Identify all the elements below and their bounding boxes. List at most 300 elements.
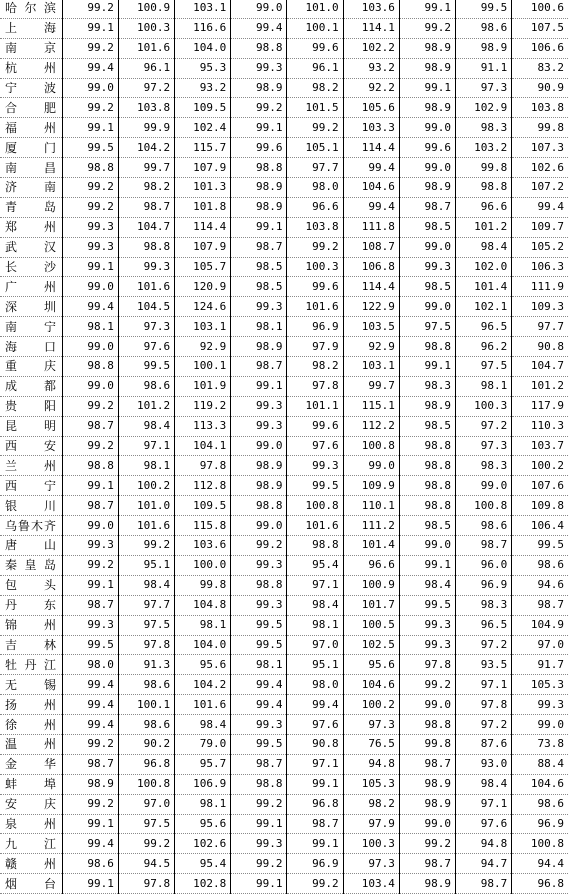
index-value-cell: 100.8: [512, 834, 568, 854]
city-name: [5, 0, 56, 17]
index-value-cell: 101.6: [118, 277, 174, 297]
city-name: [5, 497, 56, 515]
city-name-cell: [0, 595, 62, 615]
city-name-cell: [0, 575, 62, 595]
city-name-char: 安: [5, 797, 18, 812]
city-name-char: 泉: [5, 816, 18, 831]
index-value-cell: 96.2: [456, 337, 512, 357]
city-name-char: 吉: [5, 637, 18, 652]
index-value-cell: 109.8: [512, 496, 568, 516]
city-name-char: 州: [43, 618, 56, 633]
index-value-cell: 98.3: [399, 376, 455, 396]
index-value-cell: 110.3: [512, 416, 568, 436]
city-name: [5, 755, 56, 773]
index-value-cell: 101.6: [118, 516, 174, 536]
city-name: [5, 357, 56, 375]
city-name-char: 齐: [43, 518, 56, 533]
table-row: [0, 257, 568, 277]
index-value-cell: 90.8: [287, 734, 343, 754]
city-name-cell: [0, 774, 62, 794]
city-name: [5, 775, 56, 793]
index-value-cell: 99.8: [512, 118, 568, 138]
index-value-cell: 99.9: [118, 118, 174, 138]
city-name-char: 州: [43, 697, 56, 712]
city-name: [5, 517, 56, 535]
index-value-cell: 104.6: [343, 178, 399, 198]
index-value-cell: 97.5: [399, 317, 455, 337]
index-value-cell: 98.8: [456, 178, 512, 198]
city-name-char: 哈: [5, 1, 18, 16]
index-value-cell: 124.6: [175, 297, 231, 317]
city-name: [5, 656, 56, 674]
table-row: [0, 615, 568, 635]
index-value-cell: 98.9: [62, 774, 118, 794]
index-value-cell: 95.6: [343, 655, 399, 675]
index-value-cell: 93.5: [456, 655, 512, 675]
index-value-cell: 98.8: [231, 38, 287, 58]
index-value-cell: 98.9: [399, 98, 455, 118]
index-value-cell: 97.7: [118, 595, 174, 615]
index-value-cell: 99.1: [287, 834, 343, 854]
index-value-cell: 99.3: [231, 555, 287, 575]
index-value-cell: 95.6: [175, 655, 231, 675]
index-value-cell: 99.2: [399, 675, 455, 695]
index-value-cell: 98.4: [175, 715, 231, 735]
index-value-cell: 99.3: [62, 237, 118, 257]
index-value-cell: 98.8: [62, 357, 118, 377]
city-name-char: 长: [5, 260, 18, 275]
index-value-cell: 99.0: [343, 456, 399, 476]
city-name: [5, 119, 56, 137]
city-name-cell: [0, 655, 62, 675]
index-value-cell: 99.0: [512, 715, 568, 735]
index-value-cell: 98.7: [399, 754, 455, 774]
city-name-char: 上: [5, 21, 18, 36]
city-name: [5, 258, 56, 276]
index-value-cell: 99.2: [62, 38, 118, 58]
city-name-char: 京: [43, 41, 56, 56]
index-value-cell: 98.8: [231, 496, 287, 516]
index-value-cell: 98.1: [231, 317, 287, 337]
index-value-cell: 107.6: [512, 476, 568, 496]
city-name-char: 牡: [5, 657, 18, 672]
index-value-cell: 103.1: [343, 357, 399, 377]
index-value-cell: 99.1: [399, 555, 455, 575]
index-value-cell: 101.6: [118, 38, 174, 58]
index-value-cell: 99.6: [399, 138, 455, 158]
table-row: [0, 575, 568, 595]
city-name-char: 武: [5, 240, 18, 255]
city-name-char: 台: [43, 876, 56, 891]
index-value-cell: 99.1: [231, 217, 287, 237]
index-value-cell: 99.0: [62, 78, 118, 98]
index-value-cell: 97.6: [456, 814, 512, 834]
index-value-cell: 96.8: [287, 794, 343, 814]
city-name-char: 口: [43, 339, 56, 354]
index-value-cell: 95.1: [118, 555, 174, 575]
table-row: [0, 337, 568, 357]
index-value-cell: 92.2: [343, 78, 399, 98]
city-name-cell: [0, 18, 62, 38]
index-value-cell: 100.1: [175, 357, 231, 377]
city-name-cell: [0, 178, 62, 198]
index-value-cell: 98.4: [456, 774, 512, 794]
index-value-cell: 106.8: [343, 257, 399, 277]
index-value-cell: 101.5: [287, 98, 343, 118]
index-value-cell: 104.9: [512, 615, 568, 635]
city-name: [5, 39, 56, 57]
index-value-cell: 101.0: [287, 0, 343, 18]
index-value-cell: 97.8: [175, 456, 231, 476]
index-value-cell: 97.1: [456, 675, 512, 695]
index-value-cell: 99.4: [62, 695, 118, 715]
index-value-cell: 99.7: [343, 376, 399, 396]
city-name: [5, 178, 56, 196]
index-value-cell: 99.1: [231, 874, 287, 894]
index-value-cell: 98.9: [399, 874, 455, 894]
city-name-char: 烟: [5, 876, 18, 891]
table-row: [0, 197, 568, 217]
city-name-cell: [0, 536, 62, 556]
index-value-cell: 112.8: [175, 476, 231, 496]
table-row: [0, 516, 568, 536]
city-name-char: 海: [5, 339, 18, 354]
index-value-cell: 99.0: [456, 476, 512, 496]
index-value-cell: 97.8: [118, 874, 174, 894]
index-value-cell: 97.6: [118, 337, 174, 357]
index-value-cell: 99.3: [62, 536, 118, 556]
index-value-cell: 101.7: [343, 595, 399, 615]
index-value-cell: 105.7: [175, 257, 231, 277]
index-value-cell: 109.7: [512, 217, 568, 237]
index-value-cell: 101.4: [456, 277, 512, 297]
index-value-cell: 97.7: [287, 158, 343, 178]
city-name-char: 锡: [43, 677, 56, 692]
table-row: [0, 0, 568, 18]
city-name-char: 门: [43, 140, 56, 155]
city-name-char: 川: [43, 498, 56, 513]
index-value-cell: 98.9: [399, 58, 455, 78]
index-value-cell: 99.1: [62, 257, 118, 277]
index-value-cell: 99.0: [62, 277, 118, 297]
index-value-cell: 99.0: [399, 536, 455, 556]
index-value-cell: 103.1: [175, 317, 231, 337]
index-value-cell: 100.1: [118, 695, 174, 715]
index-value-cell: 98.7: [231, 357, 287, 377]
index-value-cell: 99.2: [399, 834, 455, 854]
index-value-cell: 97.8: [118, 635, 174, 655]
city-name: [5, 298, 56, 316]
city-name: [5, 875, 56, 893]
city-name: [5, 397, 56, 415]
city-name-cell: [0, 197, 62, 217]
city-name-char: 南: [5, 160, 18, 175]
city-name-char: 九: [5, 836, 18, 851]
table-row: [0, 555, 568, 575]
table-row: [0, 178, 568, 198]
index-value-cell: 98.2: [287, 357, 343, 377]
city-name: [5, 696, 56, 714]
index-value-cell: 99.0: [399, 237, 455, 257]
city-name-cell: [0, 615, 62, 635]
index-value-cell: 94.8: [343, 754, 399, 774]
city-name-char: 重: [5, 359, 18, 374]
index-value-cell: 99.3: [512, 695, 568, 715]
index-value-cell: 99.8: [399, 734, 455, 754]
city-name-cell: [0, 675, 62, 695]
city-name-cell: [0, 277, 62, 297]
city-name-char: 海: [43, 21, 56, 36]
city-name-char: 青: [5, 200, 18, 215]
index-value-cell: 100.2: [512, 456, 568, 476]
index-value-cell: 114.4: [343, 277, 399, 297]
index-value-cell: 97.3: [118, 317, 174, 337]
index-value-cell: 102.9: [456, 98, 512, 118]
city-name-char: 丹: [24, 657, 37, 672]
city-name: [5, 338, 56, 356]
index-value-cell: 97.1: [287, 575, 343, 595]
index-value-cell: 101.9: [175, 376, 231, 396]
table-row: [0, 38, 568, 58]
index-value-cell: 96.5: [456, 615, 512, 635]
index-value-cell: 100.9: [343, 575, 399, 595]
index-value-cell: 98.6: [118, 675, 174, 695]
index-value-cell: 105.3: [343, 774, 399, 794]
city-name-cell: [0, 734, 62, 754]
city-name-char: 州: [43, 816, 56, 831]
index-value-cell: 98.7: [231, 754, 287, 774]
index-value-cell: 97.0: [287, 635, 343, 655]
index-value-cell: 100.2: [343, 695, 399, 715]
index-value-cell: 91.1: [456, 58, 512, 78]
index-value-cell: 94.8: [456, 834, 512, 854]
city-name-cell: [0, 58, 62, 78]
index-value-cell: 99.0: [399, 118, 455, 138]
city-name: [5, 536, 56, 554]
index-value-cell: 98.7: [62, 754, 118, 774]
index-value-cell: 98.1: [175, 615, 231, 635]
index-value-cell: 107.9: [175, 158, 231, 178]
index-value-cell: 101.2: [118, 396, 174, 416]
table-row: [0, 695, 568, 715]
city-name: [5, 377, 56, 395]
index-value-cell: 103.8: [118, 98, 174, 118]
index-value-cell: 109.5: [175, 496, 231, 516]
city-name-char: 宁: [43, 319, 56, 334]
index-value-cell: 83.2: [512, 58, 568, 78]
index-value-cell: 98.6: [118, 376, 174, 396]
index-value-cell: 97.3: [456, 78, 512, 98]
city-name: [5, 278, 56, 296]
index-value-cell: 101.0: [118, 496, 174, 516]
city-name-cell: [0, 416, 62, 436]
index-value-cell: 99.1: [62, 575, 118, 595]
index-value-cell: 98.9: [399, 178, 455, 198]
index-value-cell: 99.1: [231, 118, 287, 138]
index-value-cell: 104.2: [118, 138, 174, 158]
index-value-cell: 96.9: [512, 814, 568, 834]
city-name-char: 安: [43, 439, 56, 454]
index-value-cell: 98.7: [399, 197, 455, 217]
index-value-cell: 98.2: [287, 78, 343, 98]
index-value-cell: 96.9: [456, 575, 512, 595]
index-value-cell: 99.3: [118, 257, 174, 277]
index-value-cell: 98.9: [231, 456, 287, 476]
index-value-cell: 98.9: [231, 197, 287, 217]
index-value-cell: 100.6: [512, 0, 568, 18]
city-name-char: 福: [5, 120, 18, 135]
table-row: [0, 655, 568, 675]
index-value-cell: 99.3: [231, 595, 287, 615]
index-value-cell: 98.8: [399, 715, 455, 735]
city-name-char: 昆: [5, 419, 18, 434]
index-value-cell: 96.8: [118, 754, 174, 774]
index-value-cell: 99.2: [62, 98, 118, 118]
table-row: [0, 854, 568, 874]
index-value-cell: 99.2: [399, 18, 455, 38]
index-value-cell: 99.5: [62, 138, 118, 158]
index-value-cell: 102.2: [343, 38, 399, 58]
city-name-char: 合: [5, 100, 18, 115]
index-value-cell: 104.6: [512, 774, 568, 794]
city-name-char: 庆: [43, 797, 56, 812]
index-value-cell: 99.2: [62, 396, 118, 416]
city-name-cell: [0, 317, 62, 337]
index-value-cell: 98.9: [399, 38, 455, 58]
index-value-cell: 99.2: [62, 197, 118, 217]
city-name-char: 山: [43, 538, 56, 553]
index-value-cell: 99.1: [62, 814, 118, 834]
index-value-cell: 98.7: [456, 536, 512, 556]
index-value-cell: 92.9: [175, 337, 231, 357]
index-value-cell: 117.9: [512, 396, 568, 416]
index-value-cell: 97.7: [512, 317, 568, 337]
city-name-cell: [0, 555, 62, 575]
index-value-cell: 97.0: [118, 794, 174, 814]
index-value-cell: 98.8: [399, 496, 455, 516]
city-name-cell: [0, 456, 62, 476]
index-value-cell: 96.0: [456, 555, 512, 575]
index-value-cell: 98.1: [175, 794, 231, 814]
index-value-cell: 97.3: [343, 715, 399, 735]
index-value-cell: 98.0: [287, 675, 343, 695]
index-value-cell: 97.5: [118, 814, 174, 834]
index-value-cell: 98.8: [62, 158, 118, 178]
index-value-cell: 98.9: [231, 337, 287, 357]
index-value-cell: 98.4: [399, 575, 455, 595]
table-row: [0, 536, 568, 556]
index-value-cell: 99.4: [231, 695, 287, 715]
index-value-cell: 99.5: [62, 635, 118, 655]
index-value-cell: 91.7: [512, 655, 568, 675]
index-value-cell: 99.0: [399, 158, 455, 178]
index-value-cell: 99.5: [118, 357, 174, 377]
city-name-char: 州: [43, 856, 56, 871]
index-value-cell: 98.7: [118, 197, 174, 217]
index-value-cell: 98.5: [399, 277, 455, 297]
city-name-cell: [0, 516, 62, 536]
index-value-cell: 97.8: [287, 376, 343, 396]
index-value-cell: 98.8: [62, 456, 118, 476]
index-value-cell: 101.6: [287, 516, 343, 536]
index-value-cell: 101.1: [287, 396, 343, 416]
city-name-char: 皇: [24, 558, 37, 573]
index-value-cell: 95.4: [287, 555, 343, 575]
index-value-cell: 99.2: [231, 854, 287, 874]
index-value-cell: 98.1: [456, 376, 512, 396]
city-name-char: 徐: [5, 717, 18, 732]
city-name-char: 宁: [43, 478, 56, 493]
city-name-char: 西: [5, 439, 18, 454]
index-value-cell: 98.8: [231, 774, 287, 794]
index-value-cell: 97.1: [118, 436, 174, 456]
index-value-cell: 99.5: [399, 595, 455, 615]
index-value-cell: 98.1: [62, 317, 118, 337]
index-value-cell: 98.7: [231, 237, 287, 257]
index-value-cell: 104.7: [512, 357, 568, 377]
table-row: [0, 277, 568, 297]
city-name-char: 济: [5, 180, 18, 195]
city-name-char: 乌: [5, 518, 18, 533]
index-value-cell: 101.2: [456, 217, 512, 237]
table-row: [0, 715, 568, 735]
city-name: [5, 835, 56, 853]
city-name-char: 成: [5, 379, 18, 394]
city-name-char: 林: [43, 637, 56, 652]
index-value-cell: 99.0: [399, 695, 455, 715]
city-name: [5, 636, 56, 654]
table-row: [0, 18, 568, 38]
index-value-cell: 99.3: [231, 58, 287, 78]
index-value-cell: 99.1: [399, 357, 455, 377]
city-name-cell: [0, 794, 62, 814]
table-row: [0, 635, 568, 655]
index-value-cell: 122.9: [343, 297, 399, 317]
index-value-cell: 98.5: [231, 277, 287, 297]
index-value-cell: 109.5: [175, 98, 231, 118]
table-row: [0, 376, 568, 396]
city-name-cell: [0, 695, 62, 715]
city-name: [5, 795, 56, 813]
index-value-cell: 99.1: [62, 118, 118, 138]
index-value-cell: 98.0: [62, 655, 118, 675]
city-name-cell: [0, 476, 62, 496]
index-value-cell: 105.1: [287, 138, 343, 158]
city-name-char: 南: [5, 319, 18, 334]
city-name-char: 庆: [43, 359, 56, 374]
index-value-cell: 98.6: [456, 18, 512, 38]
index-value-cell: 101.2: [512, 376, 568, 396]
city-name: [5, 19, 56, 37]
index-value-cell: 93.2: [343, 58, 399, 78]
index-value-cell: 98.7: [399, 854, 455, 874]
index-value-cell: 90.9: [512, 78, 568, 98]
index-value-cell: 107.3: [512, 138, 568, 158]
index-value-cell: 99.3: [231, 297, 287, 317]
index-value-cell: 99.3: [231, 396, 287, 416]
table-row: [0, 158, 568, 178]
city-name-char: 波: [43, 81, 56, 95]
city-name: [5, 238, 56, 256]
index-value-cell: 99.0: [231, 0, 287, 18]
index-value-cell: 94.4: [512, 854, 568, 874]
index-value-cell: 106.9: [175, 774, 231, 794]
index-value-cell: 111.2: [343, 516, 399, 536]
index-value-cell: 98.4: [287, 595, 343, 615]
index-value-cell: 99.8: [175, 575, 231, 595]
city-name: [5, 596, 56, 614]
index-value-cell: 97.0: [512, 635, 568, 655]
